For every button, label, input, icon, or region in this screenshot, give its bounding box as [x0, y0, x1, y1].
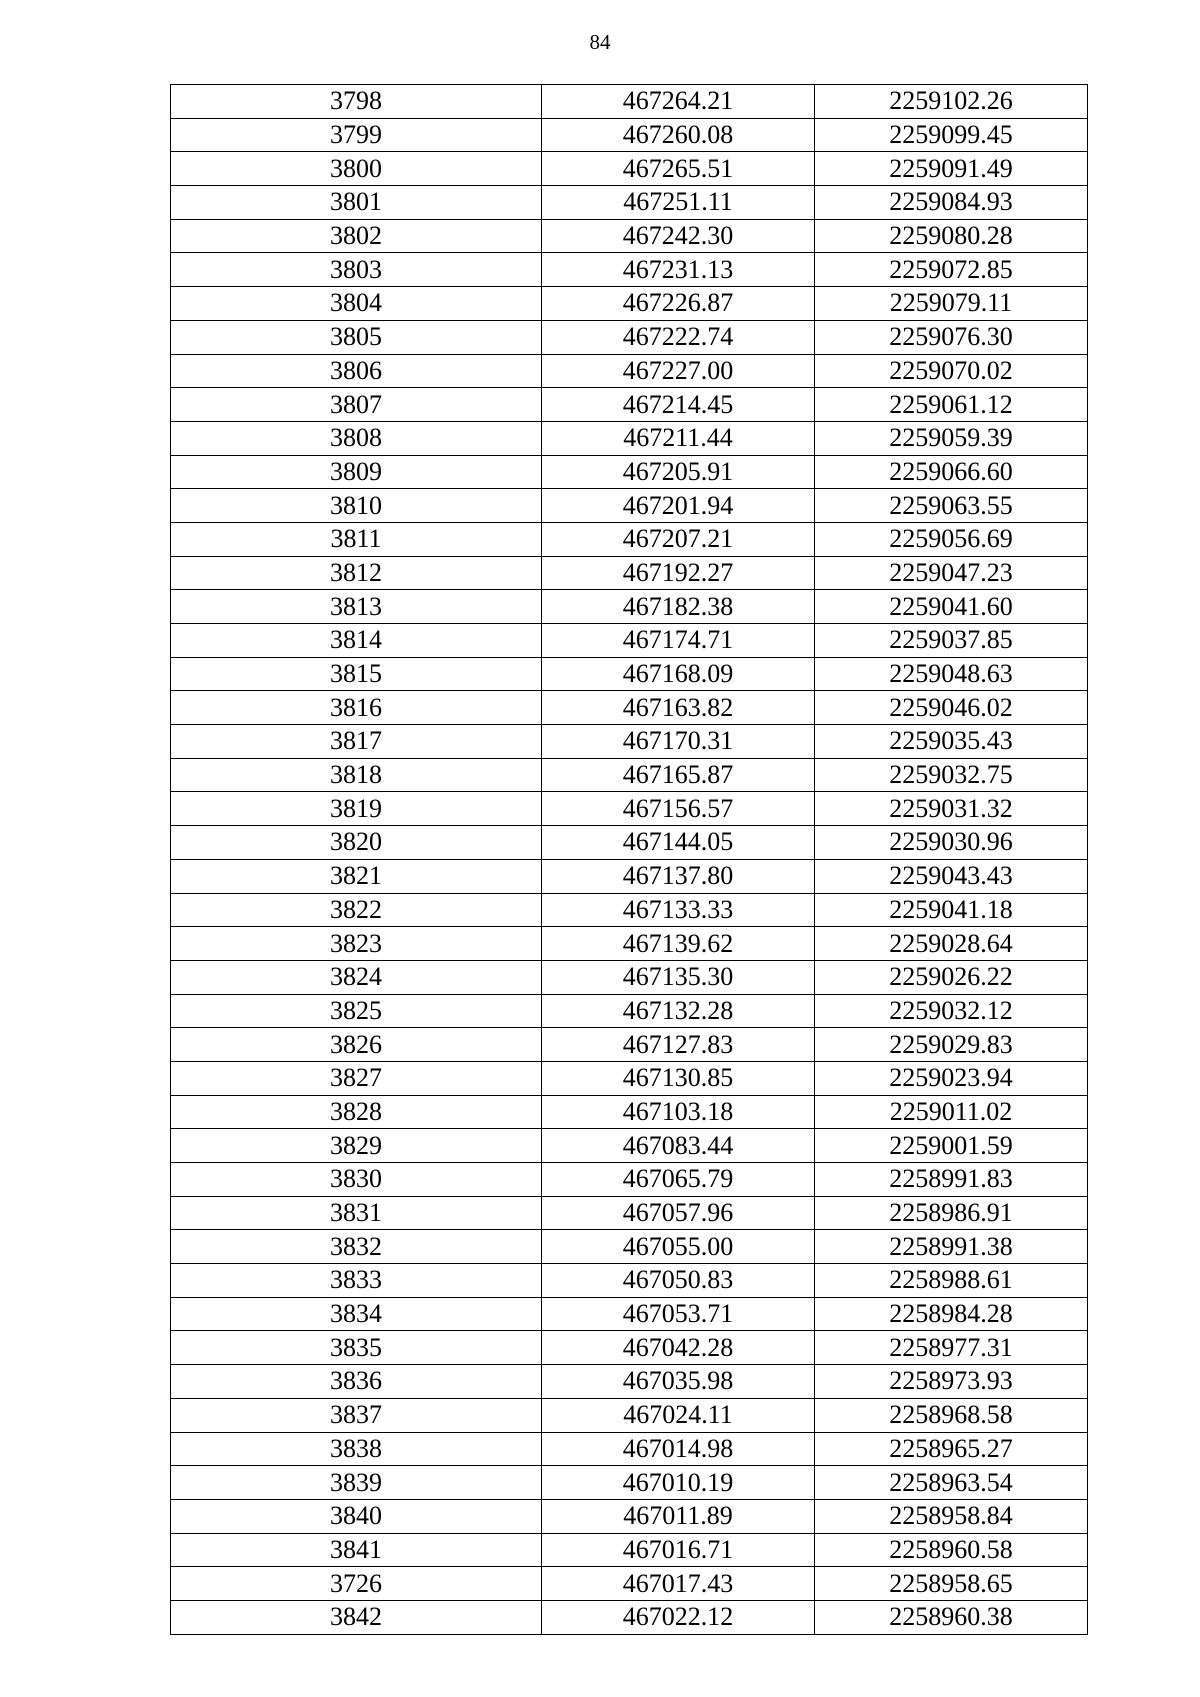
x-coordinate-cell: 467057.96: [542, 1196, 815, 1230]
y-coordinate-cell: 2259029.83: [815, 1028, 1088, 1062]
x-coordinate-cell: 467133.33: [542, 893, 815, 927]
table-row: [171, 590, 1088, 624]
table-row: [171, 556, 1088, 590]
table-row: [171, 624, 1088, 658]
x-coordinate-cell: 467214.45: [542, 388, 815, 422]
point-number-cell: 3829: [171, 1129, 542, 1163]
x-coordinate-cell: 467201.94: [542, 489, 815, 523]
point-number-cell: 3820: [171, 826, 542, 860]
table-row: [171, 1028, 1088, 1062]
x-coordinate-cell: 467014.98: [542, 1432, 815, 1466]
table-row: [171, 186, 1088, 220]
x-coordinate-cell: 467053.71: [542, 1297, 815, 1331]
y-coordinate-cell: 2259084.93: [815, 186, 1088, 220]
x-coordinate-cell: 467022.12: [542, 1600, 815, 1634]
point-number-cell: 3831: [171, 1196, 542, 1230]
point-number-cell: 3812: [171, 556, 542, 590]
table-row: [171, 1061, 1088, 1095]
x-coordinate-cell: 467055.00: [542, 1230, 815, 1264]
table-row: [171, 1297, 1088, 1331]
table-row: [171, 1398, 1088, 1432]
x-coordinate-cell: 467174.71: [542, 624, 815, 658]
y-coordinate-cell: 2259028.64: [815, 927, 1088, 961]
y-coordinate-cell: 2259076.30: [815, 320, 1088, 354]
table-row: [171, 253, 1088, 287]
point-number-cell: 3838: [171, 1432, 542, 1466]
point-number-cell: 3819: [171, 792, 542, 826]
table-row: [171, 1196, 1088, 1230]
x-coordinate-cell: 467163.82: [542, 691, 815, 725]
table-row: [171, 1365, 1088, 1399]
table-row: [171, 1129, 1088, 1163]
y-coordinate-cell: 2259066.60: [815, 455, 1088, 489]
point-number-cell: 3809: [171, 455, 542, 489]
x-coordinate-cell: 467017.43: [542, 1567, 815, 1601]
y-coordinate-cell: 2259001.59: [815, 1129, 1088, 1163]
table-row: [171, 826, 1088, 860]
point-number-cell: 3828: [171, 1095, 542, 1129]
x-coordinate-cell: 467139.62: [542, 927, 815, 961]
y-coordinate-cell: 2259048.63: [815, 657, 1088, 691]
table-body: [171, 85, 1088, 1635]
y-coordinate-cell: 2258960.38: [815, 1600, 1088, 1634]
y-coordinate-cell: 2258988.61: [815, 1264, 1088, 1298]
x-coordinate-cell: 467083.44: [542, 1129, 815, 1163]
table-row: [171, 657, 1088, 691]
y-coordinate-cell: 2259059.39: [815, 421, 1088, 455]
y-coordinate-cell: 2258968.58: [815, 1398, 1088, 1432]
point-number-cell: 3842: [171, 1600, 542, 1634]
point-number-cell: 3805: [171, 320, 542, 354]
y-coordinate-cell: 2258965.27: [815, 1432, 1088, 1466]
point-number-cell: 3803: [171, 253, 542, 287]
x-coordinate-cell: 467010.19: [542, 1466, 815, 1500]
table-row: [171, 1432, 1088, 1466]
x-coordinate-cell: 467260.08: [542, 118, 815, 152]
point-number-cell: 3801: [171, 186, 542, 220]
point-number-cell: 3836: [171, 1365, 542, 1399]
y-coordinate-cell: 2259011.02: [815, 1095, 1088, 1129]
point-number-cell: 3837: [171, 1398, 542, 1432]
table-row: [171, 1600, 1088, 1634]
x-coordinate-cell: 467251.11: [542, 186, 815, 220]
y-coordinate-cell: 2258991.83: [815, 1163, 1088, 1197]
table-row: [171, 152, 1088, 186]
x-coordinate-cell: 467135.30: [542, 960, 815, 994]
y-coordinate-cell: 2259041.60: [815, 590, 1088, 624]
x-coordinate-cell: 467207.21: [542, 522, 815, 556]
table-row: [171, 320, 1088, 354]
point-number-cell: 3826: [171, 1028, 542, 1062]
point-number-cell: 3799: [171, 118, 542, 152]
table-row: [171, 691, 1088, 725]
y-coordinate-cell: 2259091.49: [815, 152, 1088, 186]
y-coordinate-cell: 2259037.85: [815, 624, 1088, 658]
point-number-cell: 3832: [171, 1230, 542, 1264]
page-number: 84: [589, 30, 611, 54]
table-row: [171, 1095, 1088, 1129]
point-number-cell: 3816: [171, 691, 542, 725]
y-coordinate-cell: 2259032.75: [815, 758, 1088, 792]
point-number-cell: 3798: [171, 85, 542, 119]
table-row: [171, 1499, 1088, 1533]
y-coordinate-cell: 2259056.69: [815, 522, 1088, 556]
point-number-cell: 3813: [171, 590, 542, 624]
point-number-cell: 3810: [171, 489, 542, 523]
table-row: [171, 859, 1088, 893]
table-row: [171, 960, 1088, 994]
point-number-cell: 3800: [171, 152, 542, 186]
point-number-cell: 3835: [171, 1331, 542, 1365]
y-coordinate-cell: 2258973.93: [815, 1365, 1088, 1399]
point-number-cell: 3833: [171, 1264, 542, 1298]
y-coordinate-cell: 2258977.31: [815, 1331, 1088, 1365]
x-coordinate-cell: 467144.05: [542, 826, 815, 860]
point-number-cell: 3726: [171, 1567, 542, 1601]
y-coordinate-cell: 2259063.55: [815, 489, 1088, 523]
x-coordinate-cell: 467231.13: [542, 253, 815, 287]
x-coordinate-cell: 467011.89: [542, 1499, 815, 1533]
point-number-cell: 3811: [171, 522, 542, 556]
table-row: [171, 219, 1088, 253]
table-row: [171, 1567, 1088, 1601]
x-coordinate-cell: 467016.71: [542, 1533, 815, 1567]
y-coordinate-cell: 2258960.58: [815, 1533, 1088, 1567]
x-coordinate-cell: 467024.11: [542, 1398, 815, 1432]
x-coordinate-cell: 467205.91: [542, 455, 815, 489]
x-coordinate-cell: 467137.80: [542, 859, 815, 893]
table-row: [171, 758, 1088, 792]
x-coordinate-cell: 467050.83: [542, 1264, 815, 1298]
y-coordinate-cell: 2259043.43: [815, 859, 1088, 893]
x-coordinate-cell: 467264.21: [542, 85, 815, 119]
x-coordinate-cell: 467242.30: [542, 219, 815, 253]
y-coordinate-cell: 2259041.18: [815, 893, 1088, 927]
x-coordinate-cell: 467222.74: [542, 320, 815, 354]
x-coordinate-cell: 467103.18: [542, 1095, 815, 1129]
table-row: [171, 287, 1088, 321]
table-row: [171, 118, 1088, 152]
y-coordinate-cell: 2259030.96: [815, 826, 1088, 860]
table-row: [171, 1230, 1088, 1264]
point-number-cell: 3822: [171, 893, 542, 927]
point-number-cell: 3817: [171, 725, 542, 759]
y-coordinate-cell: 2258984.28: [815, 1297, 1088, 1331]
y-coordinate-cell: 2258986.91: [815, 1196, 1088, 1230]
x-coordinate-cell: 467226.87: [542, 287, 815, 321]
x-coordinate-cell: 467042.28: [542, 1331, 815, 1365]
point-number-cell: 3807: [171, 388, 542, 422]
table-row: [171, 927, 1088, 961]
y-coordinate-cell: 2259099.45: [815, 118, 1088, 152]
x-coordinate-cell: 467227.00: [542, 354, 815, 388]
x-coordinate-cell: 467192.27: [542, 556, 815, 590]
table-row: [171, 489, 1088, 523]
y-coordinate-cell: 2259031.32: [815, 792, 1088, 826]
table-row: [171, 893, 1088, 927]
point-number-cell: 3824: [171, 960, 542, 994]
x-coordinate-cell: 467265.51: [542, 152, 815, 186]
x-coordinate-cell: 467130.85: [542, 1061, 815, 1095]
table-row: [171, 522, 1088, 556]
x-coordinate-cell: 467168.09: [542, 657, 815, 691]
point-number-cell: 3808: [171, 421, 542, 455]
y-coordinate-cell: 2258958.84: [815, 1499, 1088, 1533]
y-coordinate-cell: 2259046.02: [815, 691, 1088, 725]
y-coordinate-cell: 2259080.28: [815, 219, 1088, 253]
y-coordinate-cell: 2258963.54: [815, 1466, 1088, 1500]
x-coordinate-cell: 467035.98: [542, 1365, 815, 1399]
x-coordinate-cell: 467182.38: [542, 590, 815, 624]
table-row: [171, 85, 1088, 119]
point-number-cell: 3834: [171, 1297, 542, 1331]
point-number-cell: 3821: [171, 859, 542, 893]
point-number-cell: 3806: [171, 354, 542, 388]
y-coordinate-cell: 2259079.11: [815, 287, 1088, 321]
table-row: [171, 1163, 1088, 1197]
y-coordinate-cell: 2258958.65: [815, 1567, 1088, 1601]
x-coordinate-cell: 467132.28: [542, 994, 815, 1028]
table-row: [171, 354, 1088, 388]
y-coordinate-cell: 2259023.94: [815, 1061, 1088, 1095]
table-row: [171, 1264, 1088, 1298]
point-number-cell: 3802: [171, 219, 542, 253]
table-row: [171, 994, 1088, 1028]
x-coordinate-cell: 467165.87: [542, 758, 815, 792]
point-number-cell: 3840: [171, 1499, 542, 1533]
point-number-cell: 3830: [171, 1163, 542, 1197]
table-row: [171, 421, 1088, 455]
point-number-cell: 3827: [171, 1061, 542, 1095]
y-coordinate-cell: 2259026.22: [815, 960, 1088, 994]
y-coordinate-cell: 2259072.85: [815, 253, 1088, 287]
point-number-cell: 3814: [171, 624, 542, 658]
point-number-cell: 3815: [171, 657, 542, 691]
y-coordinate-cell: 2259047.23: [815, 556, 1088, 590]
x-coordinate-cell: 467156.57: [542, 792, 815, 826]
y-coordinate-cell: 2259070.02: [815, 354, 1088, 388]
coordinates-table: [170, 84, 1088, 1635]
y-coordinate-cell: 2258991.38: [815, 1230, 1088, 1264]
point-number-cell: 3825: [171, 994, 542, 1028]
point-number-cell: 3841: [171, 1533, 542, 1567]
x-coordinate-cell: 467211.44: [542, 421, 815, 455]
point-number-cell: 3839: [171, 1466, 542, 1500]
table-row: [171, 1533, 1088, 1567]
point-number-cell: 3818: [171, 758, 542, 792]
x-coordinate-cell: 467127.83: [542, 1028, 815, 1062]
table-row: [171, 792, 1088, 826]
table-row: [171, 1466, 1088, 1500]
table-row: [171, 455, 1088, 489]
y-coordinate-cell: 2259061.12: [815, 388, 1088, 422]
x-coordinate-cell: 467065.79: [542, 1163, 815, 1197]
table-row: [171, 725, 1088, 759]
table-row: [171, 1331, 1088, 1365]
point-number-cell: 3823: [171, 927, 542, 961]
y-coordinate-cell: 2259035.43: [815, 725, 1088, 759]
point-number-cell: 3804: [171, 287, 542, 321]
y-coordinate-cell: 2259032.12: [815, 994, 1088, 1028]
x-coordinate-cell: 467170.31: [542, 725, 815, 759]
table-row: [171, 388, 1088, 422]
y-coordinate-cell: 2259102.26: [815, 85, 1088, 119]
